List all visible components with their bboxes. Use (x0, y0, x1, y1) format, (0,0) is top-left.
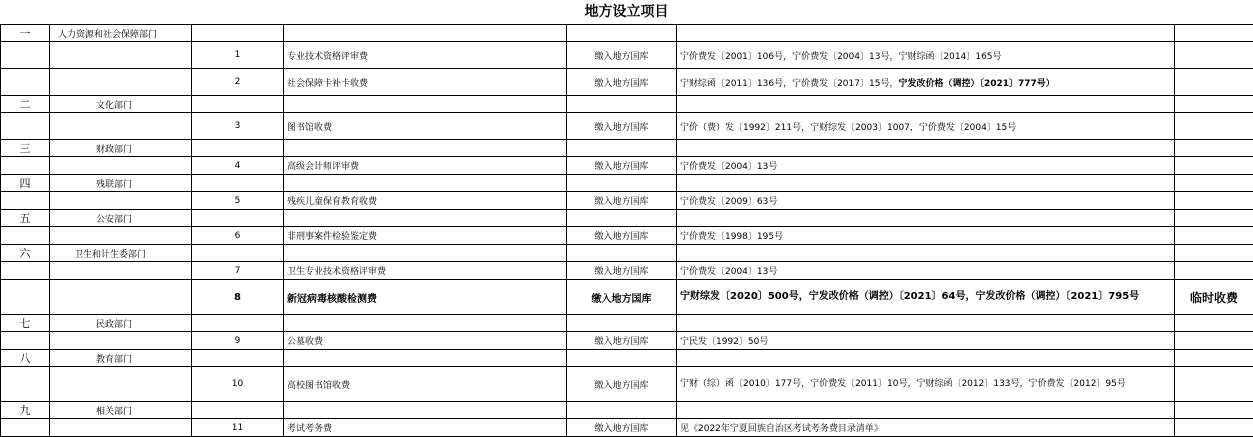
item-basis[interactable]: 宁财（综）函〔2010〕177号，宁价费发〔2011〕10号，宁财综函〔2012〕133号，宁价费发〔2012〕95号 (677, 367, 1175, 402)
item-row[interactable] (1, 192, 1253, 210)
dept-seq[interactable]: 八 (1, 350, 50, 367)
cell[interactable] (284, 25, 567, 42)
cell[interactable] (50, 157, 192, 175)
item-remark[interactable] (1175, 262, 1253, 280)
cell[interactable] (192, 96, 284, 113)
cell[interactable] (567, 210, 677, 227)
item-row[interactable] (1, 419, 1253, 437)
cell[interactable] (50, 227, 192, 245)
dept-name[interactable]: 财政部门 (50, 140, 192, 157)
cell[interactable] (192, 175, 284, 192)
cell[interactable] (567, 315, 677, 332)
basis-text: 宁财综函〔2011〕136号，宁价费发〔2017〕15号， (680, 79, 898, 89)
cell[interactable] (567, 402, 677, 419)
item-revenue[interactable]: 缴入地方国库 (567, 419, 677, 437)
cell[interactable] (192, 140, 284, 157)
item-number[interactable]: 4 (192, 157, 284, 175)
item-remark[interactable] (1175, 192, 1253, 210)
cell[interactable] (567, 96, 677, 113)
item-number[interactable]: 5 (192, 192, 284, 210)
cell[interactable] (677, 315, 1175, 332)
item-basis[interactable]: 宁价（费）发〔1992〕211号，宁财综发〔2003〕1007，宁价费发〔2004〕15号 (677, 113, 1175, 140)
cell[interactable] (567, 25, 677, 42)
item-remark[interactable] (1175, 157, 1253, 175)
item-revenue[interactable]: 缴入地方国库 (567, 192, 677, 210)
cell[interactable] (284, 350, 567, 367)
cell[interactable] (284, 175, 567, 192)
item-basis[interactable]: 宁价费发〔2004〕13号 (677, 157, 1175, 175)
cell[interactable] (284, 140, 567, 157)
cell[interactable] (1, 419, 50, 437)
cell[interactable] (1175, 245, 1253, 262)
item-name[interactable]: 高校图书馆收费 (284, 367, 567, 402)
cell[interactable] (1175, 350, 1253, 367)
dept-name[interactable]: 卫生和计生委部门 (50, 245, 192, 262)
item-revenue[interactable]: 缴入地方国库 (567, 42, 677, 69)
dept-row[interactable] (1, 402, 1253, 419)
dept-row[interactable] (1, 25, 1253, 42)
item-name[interactable]: 社会保障卡补卡收费 (284, 69, 567, 96)
item-basis[interactable]: 宁价费发〔2009〕63号 (677, 192, 1175, 210)
item-name[interactable]: 非刑事案件检验鉴定费 (284, 227, 567, 245)
cell[interactable] (284, 210, 567, 227)
dept-name[interactable]: 相关部门 (50, 402, 192, 419)
dept-row[interactable] (1, 245, 1253, 262)
cell[interactable] (284, 96, 567, 113)
item-row[interactable] (1, 227, 1253, 245)
dept-name[interactable]: 残联部门 (50, 175, 192, 192)
dept-row[interactable] (1, 350, 1253, 367)
cell[interactable] (50, 42, 192, 69)
sheet-title: 地方设立项目 (0, 0, 1253, 24)
cell[interactable] (567, 140, 677, 157)
item-row[interactable] (1, 280, 1253, 315)
cell[interactable] (677, 210, 1175, 227)
cell[interactable] (1175, 175, 1253, 192)
fee-table (0, 24, 1253, 437)
cell[interactable] (192, 245, 284, 262)
cell[interactable] (677, 140, 1175, 157)
item-revenue[interactable]: 缴入地方国库 (567, 280, 677, 315)
item-number[interactable]: 1 (192, 42, 284, 69)
item-remark[interactable] (1175, 367, 1253, 402)
item-basis[interactable]: 宁价费发〔1998〕195号 (677, 227, 1175, 245)
dept-seq[interactable]: 一 (1, 25, 50, 42)
item-remark[interactable] (1175, 419, 1253, 437)
item-name[interactable]: 专业技术资格评审费 (284, 42, 567, 69)
cell[interactable] (677, 402, 1175, 419)
item-remark[interactable] (1175, 332, 1253, 350)
dept-name[interactable]: 教育部门 (50, 350, 192, 367)
item-row[interactable] (1, 262, 1253, 280)
item-name[interactable]: 图书馆收费 (284, 113, 567, 140)
cell[interactable] (1, 332, 50, 350)
cell[interactable] (1175, 96, 1253, 113)
item-revenue[interactable]: 缴入地方国库 (567, 262, 677, 280)
item-revenue[interactable]: 缴入地方国库 (567, 367, 677, 402)
cell[interactable] (192, 402, 284, 419)
item-row[interactable] (1, 332, 1253, 350)
cell[interactable] (192, 315, 284, 332)
cell[interactable] (567, 245, 677, 262)
cell[interactable] (50, 262, 192, 280)
dept-row[interactable] (1, 140, 1253, 157)
item-row[interactable] (1, 42, 1253, 69)
item-number[interactable]: 10 (192, 367, 284, 402)
item-remark[interactable] (1175, 69, 1253, 96)
item-number[interactable]: 3 (192, 113, 284, 140)
cell[interactable] (1175, 210, 1253, 227)
item-basis[interactable] (677, 69, 1175, 96)
cell[interactable] (1, 42, 50, 69)
cell[interactable] (1, 227, 50, 245)
item-number[interactable]: 7 (192, 262, 284, 280)
cell[interactable] (1175, 402, 1253, 419)
dept-row[interactable] (1, 315, 1253, 332)
item-name[interactable]: 考试考务费 (284, 419, 567, 437)
item-row[interactable] (1, 69, 1253, 96)
item-number[interactable]: 9 (192, 332, 284, 350)
cell[interactable] (677, 245, 1175, 262)
cell[interactable] (1, 69, 50, 96)
cell[interactable] (1, 262, 50, 280)
dept-name[interactable]: 文化部门 (50, 96, 192, 113)
cell[interactable] (50, 192, 192, 210)
item-basis[interactable]: 宁价费发〔2001〕106号，宁价费发〔2004〕13号，宁财综函〔2014〕165号 (677, 42, 1175, 69)
cell[interactable] (50, 280, 192, 315)
dept-row[interactable] (1, 210, 1253, 227)
item-revenue[interactable]: 缴入地方国库 (567, 113, 677, 140)
cell[interactable] (192, 350, 284, 367)
dept-name[interactable]: 人力资源和社会保障部门 (50, 25, 192, 42)
item-revenue[interactable]: 缴入地方国库 (567, 227, 677, 245)
dept-name[interactable]: 公安部门 (50, 210, 192, 227)
item-remark[interactable] (1175, 113, 1253, 140)
item-name[interactable]: 高级会计师评审费 (284, 157, 567, 175)
dept-row[interactable] (1, 96, 1253, 113)
cell[interactable] (50, 332, 192, 350)
cell[interactable] (50, 367, 192, 402)
cell[interactable] (1, 280, 50, 315)
item-row[interactable] (1, 113, 1253, 140)
item-basis[interactable]: 宁价费发〔2004〕13号 (677, 262, 1175, 280)
cell[interactable] (1, 113, 50, 140)
item-basis[interactable]: 宁民发〔1992〕50号 (677, 332, 1175, 350)
item-number[interactable]: 8 (192, 280, 284, 315)
dept-seq[interactable]: 六 (1, 245, 50, 262)
cell[interactable] (50, 419, 192, 437)
cell[interactable] (50, 113, 192, 140)
cell[interactable] (284, 402, 567, 419)
item-remark[interactable] (1175, 227, 1253, 245)
item-number[interactable]: 11 (192, 419, 284, 437)
item-row[interactable] (1, 157, 1253, 175)
basis-bold-text: 宁发改价格（调控）〔2021〕777号） (898, 79, 1054, 89)
cell[interactable] (284, 315, 567, 332)
item-remark[interactable] (1175, 42, 1253, 69)
cell[interactable] (1, 367, 50, 402)
item-remark[interactable]: 临时收费 (1175, 280, 1253, 315)
item-name[interactable]: 公墓收费 (284, 332, 567, 350)
dept-seq[interactable]: 七 (1, 315, 50, 332)
cell[interactable] (677, 96, 1175, 113)
item-row[interactable] (1, 367, 1253, 402)
cell[interactable] (50, 69, 192, 96)
dept-seq[interactable]: 三 (1, 140, 50, 157)
dept-seq[interactable]: 二 (1, 96, 50, 113)
dept-seq[interactable]: 四 (1, 175, 50, 192)
cell[interactable] (1175, 140, 1253, 157)
item-name[interactable]: 新冠病毒核酸检测费 (284, 280, 567, 315)
item-revenue[interactable]: 缴入地方国库 (567, 332, 677, 350)
item-name[interactable]: 卫生专业技术资格评审费 (284, 262, 567, 280)
dept-name[interactable]: 民政部门 (50, 315, 192, 332)
cell[interactable] (567, 350, 677, 367)
cell[interactable] (677, 350, 1175, 367)
dept-seq[interactable]: 五 (1, 210, 50, 227)
cell[interactable] (567, 175, 677, 192)
item-number[interactable]: 2 (192, 69, 284, 96)
cell[interactable] (677, 25, 1175, 42)
item-revenue[interactable]: 缴入地方国库 (567, 69, 677, 96)
item-revenue[interactable]: 缴入地方国库 (567, 157, 677, 175)
cell[interactable] (192, 25, 284, 42)
item-basis[interactable]: 见《2022年宁夏回族自治区考试考务费目录清单》 (677, 419, 1175, 437)
item-basis[interactable]: 宁财综发〔2020〕500号，宁发改价格（调控）〔2021〕64号，宁发改价格（调控）〔2021〕795号 (677, 280, 1175, 315)
cell[interactable] (1175, 25, 1253, 42)
cell[interactable] (284, 245, 567, 262)
cell[interactable] (192, 210, 284, 227)
cell[interactable] (1, 192, 50, 210)
item-number[interactable]: 6 (192, 227, 284, 245)
cell[interactable] (1, 157, 50, 175)
dept-seq[interactable]: 九 (1, 402, 50, 419)
item-name[interactable]: 残疾儿童保育教育收费 (284, 192, 567, 210)
cell[interactable] (1175, 315, 1253, 332)
cell[interactable] (677, 175, 1175, 192)
dept-row[interactable] (1, 175, 1253, 192)
